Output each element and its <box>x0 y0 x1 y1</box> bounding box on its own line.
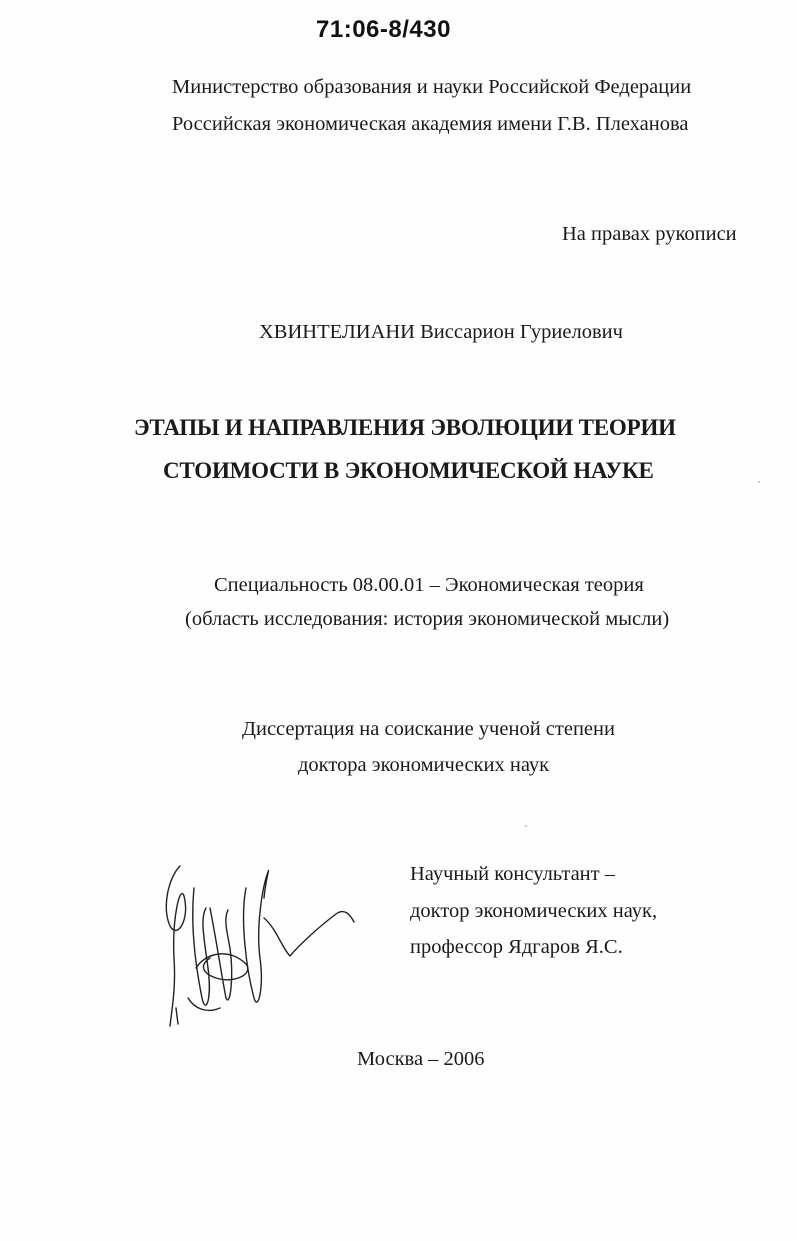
consultant-degree: доктор экономических наук, <box>410 900 658 922</box>
dissertation-degree-line-1: Диссертация на соискание ученой степени <box>242 718 615 740</box>
dissertation-degree-line-2: доктора экономических наук <box>298 754 550 776</box>
consultant-label: Научный консультант – <box>410 863 615 885</box>
thesis-title-line-1: ЭТАПЫ И НАПРАВЛЕНИЯ ЭВОЛЮЦИИ ТЕОРИИ <box>134 415 676 440</box>
consultant-name: профессор Ядгаров Я.С. <box>410 936 623 958</box>
author-name: ХВИНТЕЛИАНИ Виссарион Гуриелович <box>259 321 623 343</box>
academy-heading: Российская экономическая академия имени Г.В. Плеханова <box>172 113 689 135</box>
archive-stamp-number: 71:06-8/430 <box>316 16 451 43</box>
manuscript-rights-note: На правах рукописи <box>562 223 737 245</box>
scan-speck <box>758 481 760 483</box>
ministry-heading: Министерство образования и науки Российской Федерации <box>172 76 692 98</box>
research-area-line: (область исследования: история экономической мысли) <box>185 608 670 630</box>
city-year: Москва – 2006 <box>357 1048 485 1070</box>
specialty-line: Специальность 08.00.01 – Экономическая теория <box>214 574 644 596</box>
author-signature <box>150 848 370 1038</box>
scan-speck <box>525 825 527 827</box>
thesis-title-line-2: СТОИМОСТИ В ЭКОНОМИЧЕСКОЙ НАУКЕ <box>163 458 654 483</box>
